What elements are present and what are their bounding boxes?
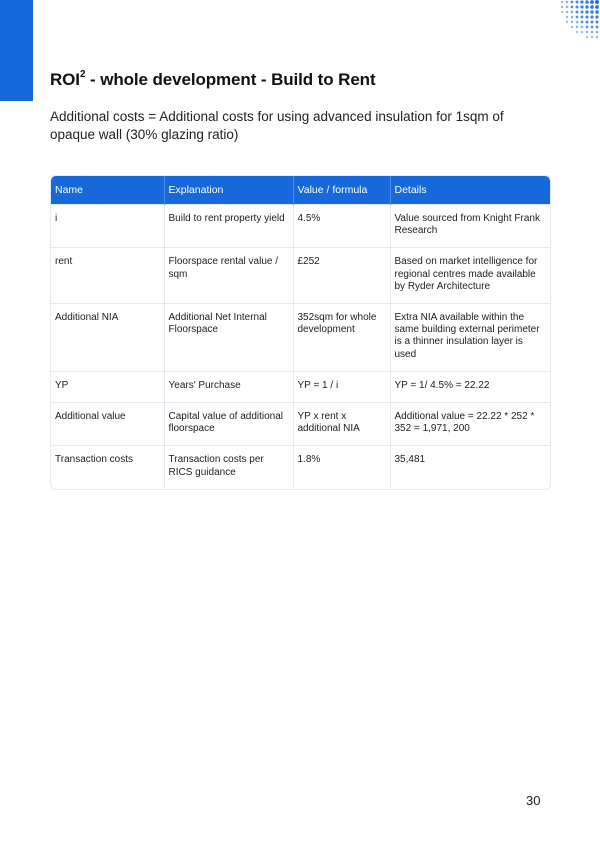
cell-name: Additional NIA <box>51 304 164 372</box>
accent-bar <box>0 0 33 101</box>
decorative-dot-pattern <box>520 0 600 80</box>
cell-details: Value sourced from Knight Frank Research <box>390 205 550 248</box>
cell-explanation: Floorspace rental value / sqm <box>164 248 293 304</box>
cell-explanation: Additional Net Internal Floorspace <box>164 304 293 372</box>
page-title <box>50 70 376 90</box>
cell-name: Transaction costs <box>51 446 164 489</box>
cell-details: Extra NIA available within the same building external perimeter is a thinner insulation layer is used <box>390 304 550 372</box>
cell-details: Based on market intelligence for regional centres made available by Ryder Architecture <box>390 248 550 304</box>
table-row <box>51 205 550 248</box>
table-row <box>51 446 550 489</box>
table-row <box>51 371 550 402</box>
cell-value: 352sqm for whole development <box>293 304 390 372</box>
cell-value: YP = 1 / i <box>293 371 390 402</box>
intro-text: Additional costs = Additional costs for using advanced insulation for 1sqm of opaque wall (30% glazing ratio) <box>50 109 504 142</box>
cell-value: 4.5% <box>293 205 390 248</box>
roi-table <box>50 175 551 490</box>
title-rest: - whole development - Build to Rent <box>85 70 376 89</box>
cell-explanation: Transaction costs per RICS guidance <box>164 446 293 489</box>
cell-explanation: Capital value of additional floorspace <box>164 403 293 446</box>
cell-value: £252 <box>293 248 390 304</box>
cell-name: YP <box>51 371 164 402</box>
header-value-formula: Value / formula <box>293 176 390 205</box>
table-header-row <box>51 176 550 205</box>
title-prefix: ROI <box>50 70 80 89</box>
header-explanation: Explanation <box>164 176 293 205</box>
cell-details: YP = 1/ 4.5% = 22.22 <box>390 371 550 402</box>
table-row <box>51 403 550 446</box>
title-superscript: 2 <box>79 69 86 81</box>
cell-details: 35,481 <box>390 446 550 489</box>
cell-explanation: Build to rent property yield <box>164 205 293 248</box>
table-row <box>51 304 550 372</box>
header-name: Name <box>51 176 164 205</box>
cell-value: YP x rent x additional NIA <box>293 403 390 446</box>
cell-name: rent <box>51 248 164 304</box>
header-details: Details <box>390 176 550 205</box>
cell-value: 1.8% <box>293 446 390 489</box>
cell-name: Additional value <box>51 403 164 446</box>
page-number: 30 <box>526 793 541 808</box>
cell-name: i <box>51 205 164 248</box>
cell-details: Additional value = 22.22 * 252 * 352 = 1,971, 200 <box>390 403 550 446</box>
table-row <box>51 248 550 304</box>
cell-explanation: Years' Purchase <box>164 371 293 402</box>
